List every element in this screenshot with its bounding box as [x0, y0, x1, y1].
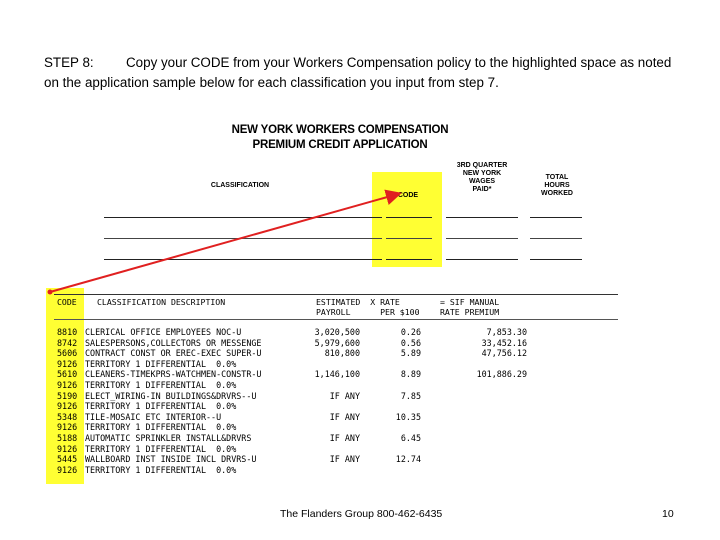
row-code: 5190 — [57, 390, 78, 401]
row-code: 5445 — [57, 454, 78, 465]
row-rate: 7.85 — [400, 390, 421, 401]
row-rate: 0.56 — [400, 337, 421, 348]
row-rate: 0.26 — [400, 327, 421, 337]
row-code: 5348 — [57, 411, 78, 422]
row-payroll: 810,800 — [324, 348, 360, 359]
row-rate: 12.74 — [395, 454, 421, 465]
row-description: TERRITORY 1 DIFFERENTIAL 0.0% — [85, 401, 237, 412]
wages-header: 3RD QUARTER NEW YORK WAGES PAID* — [456, 162, 508, 193]
row-code: 9126 — [57, 422, 78, 433]
row-payroll: IF ANY — [329, 390, 360, 401]
row-premium: 47,756.12 — [481, 348, 527, 359]
row-description: CONTRACT CONST OR EREC-EXEC SUPER-U — [85, 348, 262, 359]
row-description: CLERICAL OFFICE EMPLOYEES NOC-U — [85, 327, 242, 337]
row-premium: 7,853.30 — [486, 327, 527, 337]
code-header: CODE — [397, 192, 419, 199]
row-payroll: IF ANY — [329, 454, 360, 465]
page-number: 10 — [662, 508, 674, 520]
row-description: TERRITORY 1 DIFFERENTIAL 0.0% — [85, 464, 237, 475]
row-description: TILE-MOSAIC ETC INTERIOR--U — [85, 411, 222, 422]
row-premium: 101,886.29 — [476, 369, 527, 380]
row-description: WALLBOARD INST INSIDE INCL DRVRS-U — [85, 454, 257, 465]
form-title-line1: NEW YORK WORKERS COMPENSATION — [231, 124, 449, 136]
footer-company: The Flanders Group 800-462-6435 — [280, 508, 443, 520]
step-description: Copy your CODE from your Workers Compensation policy to the highlighted space as noted on the application sample below for each classification you input from step 7. — [44, 55, 672, 90]
step-label: STEP 8: — [44, 55, 94, 70]
row-description: ELECT_WIRING-IN BUILDINGS&DRVRS--U — [85, 390, 257, 401]
row-premium: 33,452.16 — [481, 337, 527, 348]
row-code: 9126 — [57, 401, 78, 412]
policy-code-header: CODE — [57, 297, 77, 307]
row-rate: 10.35 — [395, 411, 421, 422]
row-code: 9126 — [57, 379, 78, 390]
row-payroll: 3,020,500 — [314, 327, 360, 337]
row-description: TERRITORY 1 DIFFERENTIAL 0.0% — [85, 443, 237, 454]
row-payroll: IF ANY — [329, 432, 360, 443]
row-code: 5610 — [57, 369, 78, 380]
row-description: TERRITORY 1 DIFFERENTIAL 0.0% — [85, 379, 237, 390]
row-payroll: IF ANY — [329, 411, 360, 422]
policy-premium-header: = SIF MANUAL RATE PREMIUM — [440, 297, 500, 317]
policy-payroll-header: ESTIMATED X RATE PAYROLL PER $100 — [316, 297, 420, 317]
row-rate: 5.89 — [400, 348, 421, 359]
arrow-line — [50, 194, 398, 292]
row-payroll: 5,979,600 — [314, 337, 360, 348]
row-description: TERRITORY 1 DIFFERENTIAL 0.0% — [85, 358, 237, 369]
row-code: 5606 — [57, 348, 78, 359]
row-description: TERRITORY 1 DIFFERENTIAL 0.0% — [85, 422, 237, 433]
hours-header: TOTAL HOURS WORKED — [541, 174, 573, 197]
row-description: AUTOMATIC SPRINKLER INSTALL&DRVRS — [85, 432, 252, 443]
row-rate: 8.89 — [400, 369, 421, 380]
row-code: 9126 — [57, 358, 78, 369]
row-rate: 6.45 — [400, 432, 421, 443]
row-description: CLEANERS-TIMEKPRS-WATCHMEN-CONSTR-U — [85, 369, 262, 380]
row-code: 9126 — [57, 464, 78, 475]
row-code: 5188 — [57, 432, 78, 443]
row-code: 9126 — [57, 443, 78, 454]
form-title-line2: PREMIUM CREDIT APPLICATION — [252, 139, 428, 151]
row-description: SALESPERSONS,COLLECTORS OR MESSENGE — [85, 337, 262, 348]
classification-header: CLASSIFICATION — [210, 182, 270, 189]
row-code: 8742 — [57, 337, 78, 348]
row-payroll: 1,146,100 — [314, 369, 360, 380]
row-code: 8810 — [57, 327, 78, 337]
policy-description-header: CLASSIFICATION DESCRIPTION — [97, 297, 226, 307]
